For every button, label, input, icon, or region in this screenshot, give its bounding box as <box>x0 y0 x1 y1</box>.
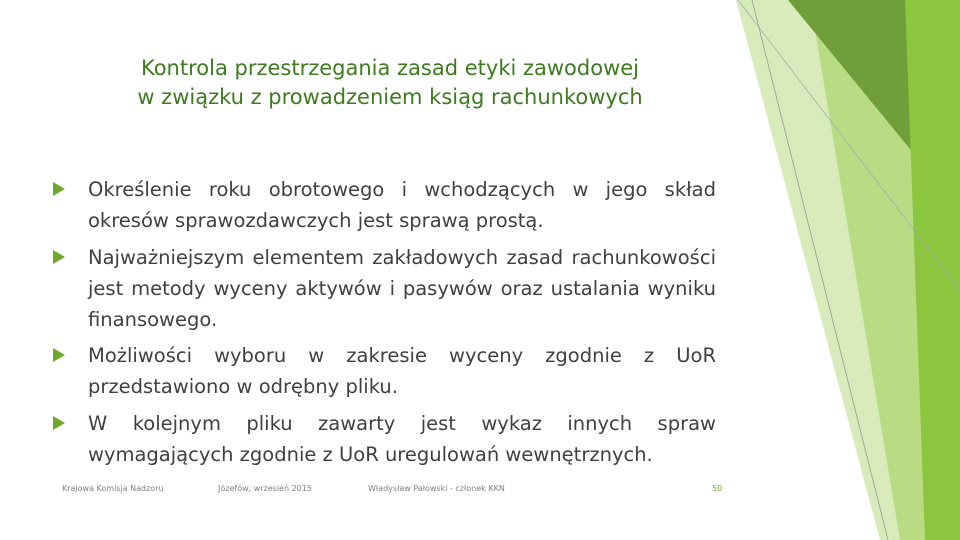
bullet-text-4: W kolejnym pliku zawarty jest wykaz innych spraw wymagających zgodnie z UoR uregulowań wewnętrznych. <box>88 412 716 466</box>
slide-title-line-2: w związku z prowadzeniem ksiąg rachunkowych <box>137 85 643 109</box>
slide-title <box>100 54 680 112</box>
page-number: 50 <box>712 484 723 493</box>
footer-author: Władysław Pałowski - członek KKN <box>368 484 505 493</box>
triangle-bullet-icon <box>52 182 66 196</box>
footer-place-date: Józefów, wrzesień 2015 <box>218 484 312 493</box>
bullet-text-2: Najważniejszym elementem zakładowych zasad rachunkowości jest metody wyceny aktywów i pasywów oraz ustalania wyniku finansowego. <box>88 246 716 331</box>
bullet-text-1: Określenie roku obrotowego i wchodzących w jego skład okresów sprawozdawczych jest sprawą prostą. <box>88 178 716 232</box>
triangle-bullet-icon <box>52 416 66 430</box>
bullet-text-3: Możliwości wyboru w zakresie wyceny zgodnie z UoR przedstawiono w odrębny pliku. <box>88 344 716 398</box>
triangle-bullet-icon <box>52 348 66 362</box>
footer-organization: Krajowa Komisja Nadzoru <box>62 484 164 493</box>
triangle-bullet-icon <box>52 250 66 264</box>
slide-title-line-1: Kontrola przestrzegania zasad etyki zawodowej <box>140 56 640 80</box>
